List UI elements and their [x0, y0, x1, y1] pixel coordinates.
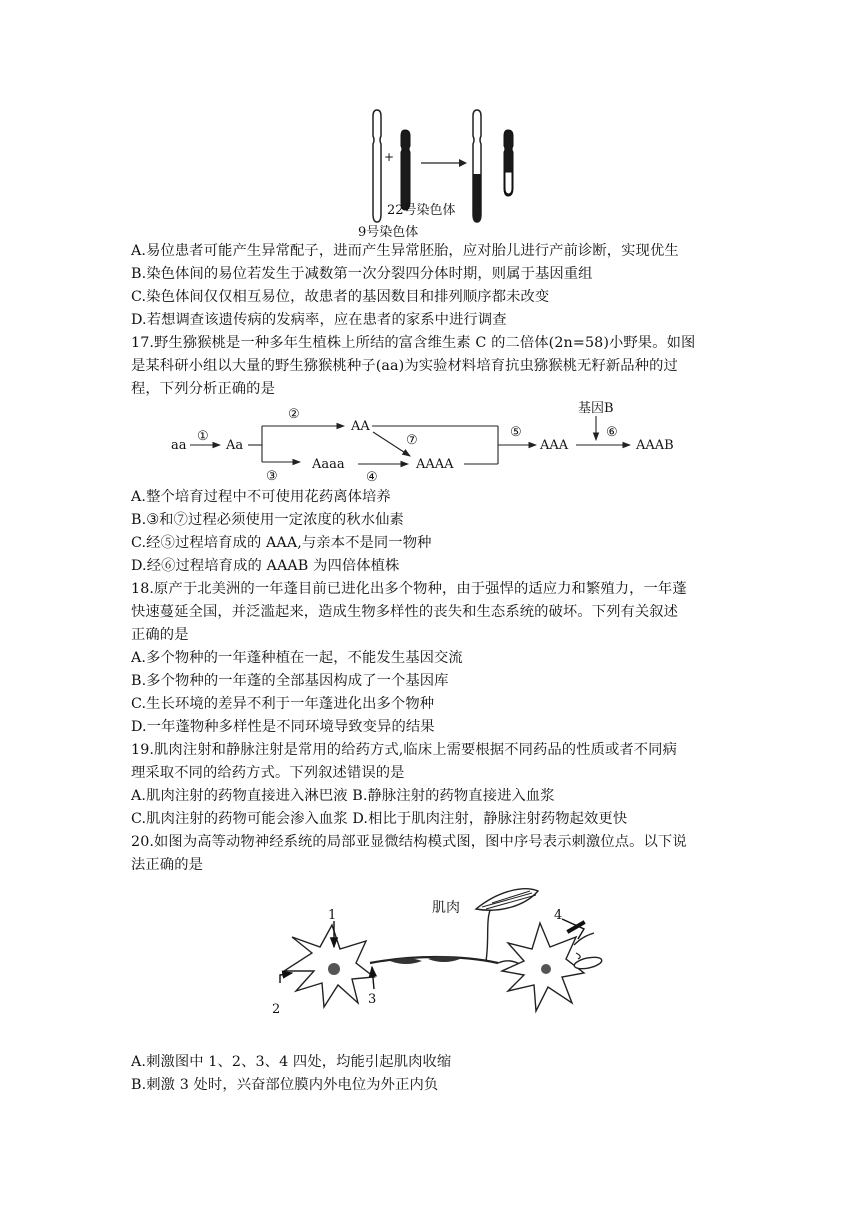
right-muscle-fiber — [573, 955, 602, 971]
genotype-aa: aa — [171, 438, 187, 453]
q19-stem-line-2: 理采取不同的给药方式。下列叙述错误的是 — [131, 765, 405, 781]
chromosome-22-shape — [401, 130, 410, 210]
q18-option-c: C.生长环境的差异不利于一年蓬进化出多个物种 — [131, 696, 435, 712]
q18-stem-line-3: 正确的是 — [131, 627, 189, 643]
label-chromosome-9: 9号染色体 — [358, 225, 419, 240]
q16-option-b: B.染色体间的易位若发生于减数第一次分裂四分体时期，则属于基因重组 — [131, 266, 593, 282]
q16-option-c: C.染色体间仅仅相互易位，故患者的基因数目和排列顺序都未改变 — [131, 289, 550, 305]
stimulus-2-label: 2 — [272, 1002, 281, 1017]
genotype-AAAB: AAAB — [636, 438, 674, 453]
q17-stem-line-3: 程，下列分析正确的是 — [131, 381, 275, 397]
q16-option-d: D.若想调查该遗传病的发病率，应在患者的家系中进行调查 — [131, 312, 507, 328]
q17-stem-line-1: 17.野生猕猴桃是一种多年生植株上所结的富含维生素 C 的二倍体(2n=58)小野果。如图 — [131, 335, 696, 351]
genotype-AAAA: AAAA — [416, 457, 454, 472]
step-4: ④ — [366, 470, 378, 485]
step-7: ⑦ — [406, 433, 418, 448]
q17-option-a: A.整个培育过程中不可使用花药离体培养 — [131, 489, 391, 505]
q19-options-cd: C.肌肉注射的药物可能会渗入血浆 D.相比于肌肉注射，静脉注射药物起效更快 — [131, 811, 628, 827]
q18-stem-line-2: 快速蔓延全国，并泛滥起来，造成生物多样性的丧失和生态系统的破坏。下列有关叙述 — [131, 604, 679, 620]
gene-B-label: 基因B — [578, 401, 614, 416]
step-2: ② — [288, 407, 300, 422]
q20-option-b: B.刺激 3 处时，兴奋部位膜内外电位为外正内负 — [131, 1077, 439, 1093]
breeding-flowchart — [168, 396, 708, 486]
plus-sign: + — [384, 150, 395, 164]
q20-stem-line-2: 法正确的是 — [131, 857, 203, 873]
q20-option-a: A.刺激图中 1、2、3、4 四处，均能引起肌肉收缩 — [131, 1054, 452, 1070]
chromosome-translocation-figure — [355, 108, 540, 240]
stimulus-2-arrow — [280, 973, 292, 983]
q18-stem-line-1: 18.原产于北美洲的一年蓬目前已进化出多个物种，由于强悍的适应力和繁殖力，一年蓬 — [131, 581, 687, 597]
step-5: ⑤ — [510, 425, 522, 440]
right-neuron-nucleus — [541, 964, 551, 974]
q18-option-b: B.多个物种的一年蓬的全部基因构成了一个基因库 — [131, 673, 449, 689]
genotype-AAA: AAA — [540, 438, 569, 453]
genotype-Aaaa: Aaaa — [312, 457, 345, 472]
stimulus-3-arrow — [372, 967, 374, 989]
chromosome-9-shape — [373, 110, 381, 222]
label-chromosome-22: 22号染色体 — [387, 203, 456, 218]
step-1: ① — [197, 429, 209, 444]
genotype-Aa: Aa — [226, 438, 244, 453]
neuron-structure-figure — [262, 885, 622, 1035]
q17-option-c: C.经⑤过程培育成的 AAA,与亲本不是同一物种 — [131, 535, 432, 551]
q18-option-a: A.多个物种的一年蓬种植在一起，不能发生基因交流 — [131, 650, 463, 666]
muscle-label: 肌肉 — [432, 900, 460, 916]
stimulus-1-label: 1 — [328, 908, 337, 923]
q16-option-a: A.易位患者可能产生异常配子，进而产生异常胚胎，应对胎儿进行产前诊断，实现优生 — [131, 243, 679, 259]
genotype-AA: AA — [351, 419, 370, 434]
muscle-shape — [476, 889, 538, 910]
q18-option-d: D.一年蓬物种多样性是不同环境导致变异的结果 — [131, 719, 435, 735]
q20-stem-line-1: 20.如图为高等动物神经系统的局部亚显微结构模式图，图中序号表示刺激位点。以下说 — [131, 834, 687, 850]
stimulus-3-label: 3 — [368, 992, 377, 1007]
q17-option-b: B.③和⑦过程必须使用一定浓度的秋水仙素 — [131, 512, 404, 528]
q17-stem-line-2: 是某科研小组以大量的野生猕猴桃种子(aa)为实验材料培育抗虫猕猴桃无籽新品种的过 — [131, 358, 678, 374]
q17-option-d: D.经⑥过程培育成的 AAAB 为四倍体植株 — [131, 558, 400, 574]
q19-options-ab: A.肌肉注射的药物直接进入淋巴液 B.静脉注射的药物直接进入血浆 — [131, 788, 555, 804]
left-neuron-nucleus — [328, 963, 340, 975]
step-6: ⑥ — [606, 425, 618, 440]
q19-stem-line-1: 19.肌肉注射和静脉注射是常用的给药方式,临床上需要根据不同药品的性质或者不同病 — [131, 742, 677, 758]
stimulus-4-label: 4 — [554, 908, 563, 923]
step-3: ③ — [266, 469, 278, 484]
